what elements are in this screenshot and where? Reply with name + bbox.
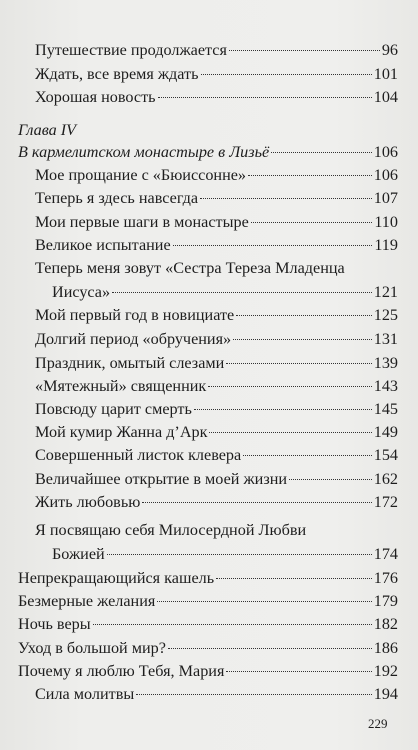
leader-dots [200,198,372,199]
toc-entry-page: 101 [373,65,398,83]
toc-entry-page: 145 [373,400,398,418]
toc-entry [0,589,418,613]
toc-entry-title: Уход в большой мир? [18,639,166,657]
toc-entry-page: 174 [373,545,398,563]
toc-entry [0,85,418,109]
toc-entry [0,351,418,375]
toc-entry-page: 104 [373,88,398,106]
toc-entry-page: 179 [373,592,398,610]
toc-entry [0,256,418,304]
toc-entry [0,210,418,234]
leader-dots [251,222,373,223]
toc-entry [0,374,418,398]
leader-dots [173,245,373,246]
toc-entry-page: 110 [374,213,398,231]
toc-entry-page: 186 [373,639,398,657]
toc-entry-title: Великое испытание [35,236,171,254]
toc-entry-title: Мой кумир Жанна д’Арк [35,423,208,441]
toc-entry [0,566,418,590]
leader-dots [157,601,371,602]
leader-dots [158,97,372,98]
toc-entry-page: 154 [373,446,398,464]
chapter-heading: Глава IV [18,121,77,139]
leader-dots [236,315,372,316]
toc-entry-page: 106 [373,166,398,184]
leader-dots [194,409,372,410]
toc-entry-page: 176 [373,569,398,587]
toc-entry-page: 182 [373,615,398,633]
leader-dots [201,74,372,75]
leader-dots [208,386,371,387]
toc-entry-page: 107 [373,189,398,207]
toc-entry-title: Путешествие продолжается [35,41,227,59]
toc-entry [0,443,418,467]
toc-entry [0,38,418,62]
toc-entry-title: В кармелитском монастыре в Лизьё [18,143,270,161]
toc-entry-title: «Мятежный» священник [35,377,207,395]
toc-entry-page: 143 [373,377,398,395]
toc-entry-page: 139 [373,354,398,372]
toc-entry-title: Хорошая новость [35,88,156,106]
toc-entry-title: Мой первый год в новициате [35,306,235,324]
toc-entry [0,490,418,514]
toc-entry-title: Безмерные желания [18,592,156,610]
toc-entry-title: Повсюду царит смерть [35,400,192,418]
leader-dots [248,175,372,176]
leader-dots [289,479,372,480]
leader-dots [136,694,371,695]
leader-dots [112,292,372,293]
toc-entry-page: 96 [381,41,398,59]
toc-entry [0,233,418,257]
leader-dots [229,50,380,51]
toc-entry [0,62,418,86]
toc-entry-page: 121 [373,283,398,301]
toc-entry [0,186,418,210]
leader-dots [226,363,371,364]
leader-dots [93,624,372,625]
leader-dots [226,671,371,672]
toc-entry-title: Величайшее открытие в моей жизни [35,470,288,488]
toc-entry [0,420,418,444]
toc-entry-page: 162 [373,470,398,488]
toc-entry [0,140,418,164]
toc-entry-page: 172 [373,493,398,511]
toc-entry-title: Сила молитвы [35,685,135,703]
leader-dots [271,152,372,153]
toc-entry-page: 125 [373,306,398,324]
toc-entry [0,303,418,327]
toc-entry-title: Жить любовью [35,493,141,511]
leader-dots [209,432,371,433]
leader-dots [243,455,372,456]
leader-dots [142,502,371,503]
toc-entry [0,467,418,491]
toc-entry-page: 149 [373,423,398,441]
toc-entry-title: Ночь веры [18,615,91,633]
toc-entry-title: Совершенный листок клевера [35,446,242,464]
leader-dots [216,578,372,579]
toc-entry [0,636,418,660]
toc-entry-title: Почему я люблю Тебя, Мария [18,662,225,680]
toc-entry-title: Непрекращающийся кашель [18,569,215,587]
toc-entry-title: Праздник, омытый слезами [35,354,225,372]
toc-entry [0,163,418,187]
leader-dots [107,554,372,555]
toc-entry-title: Долгий период «обручения» [35,330,232,348]
toc-entry-title: Теперь я здесь навсегда [35,189,199,207]
toc-entry-title-line1: Теперь меня зовут «Сестра Тереза Младенца [35,259,345,277]
toc-entry-page: 192 [373,662,398,680]
toc-entry [0,327,418,351]
toc-entry [0,659,418,683]
toc-entry-page: 131 [373,330,398,348]
toc-entry-title: Мое прощание с «Бюиссонне» [35,166,247,184]
page-number: 229 [368,716,388,731]
toc-entry [0,518,418,566]
toc-entry-title-line2: Божией [52,545,105,563]
toc-entry-page: 119 [374,236,398,254]
toc-entry [0,682,418,706]
toc-entry-title: Мои первые шаги в монастыре [35,213,249,231]
toc-entry-page: 106 [373,143,398,161]
toc-entry-title-line2: Иисуса» [52,283,111,301]
toc-entry-title: Ждать, все время ждать [35,65,199,83]
toc-entry-title-line1: Я посвящаю себя Милосердной Любви [35,521,307,539]
leader-dots [233,339,372,340]
toc-entry [0,612,418,636]
toc-entry-page: 194 [373,685,398,703]
leader-dots [168,648,372,649]
toc-entry [0,397,418,421]
